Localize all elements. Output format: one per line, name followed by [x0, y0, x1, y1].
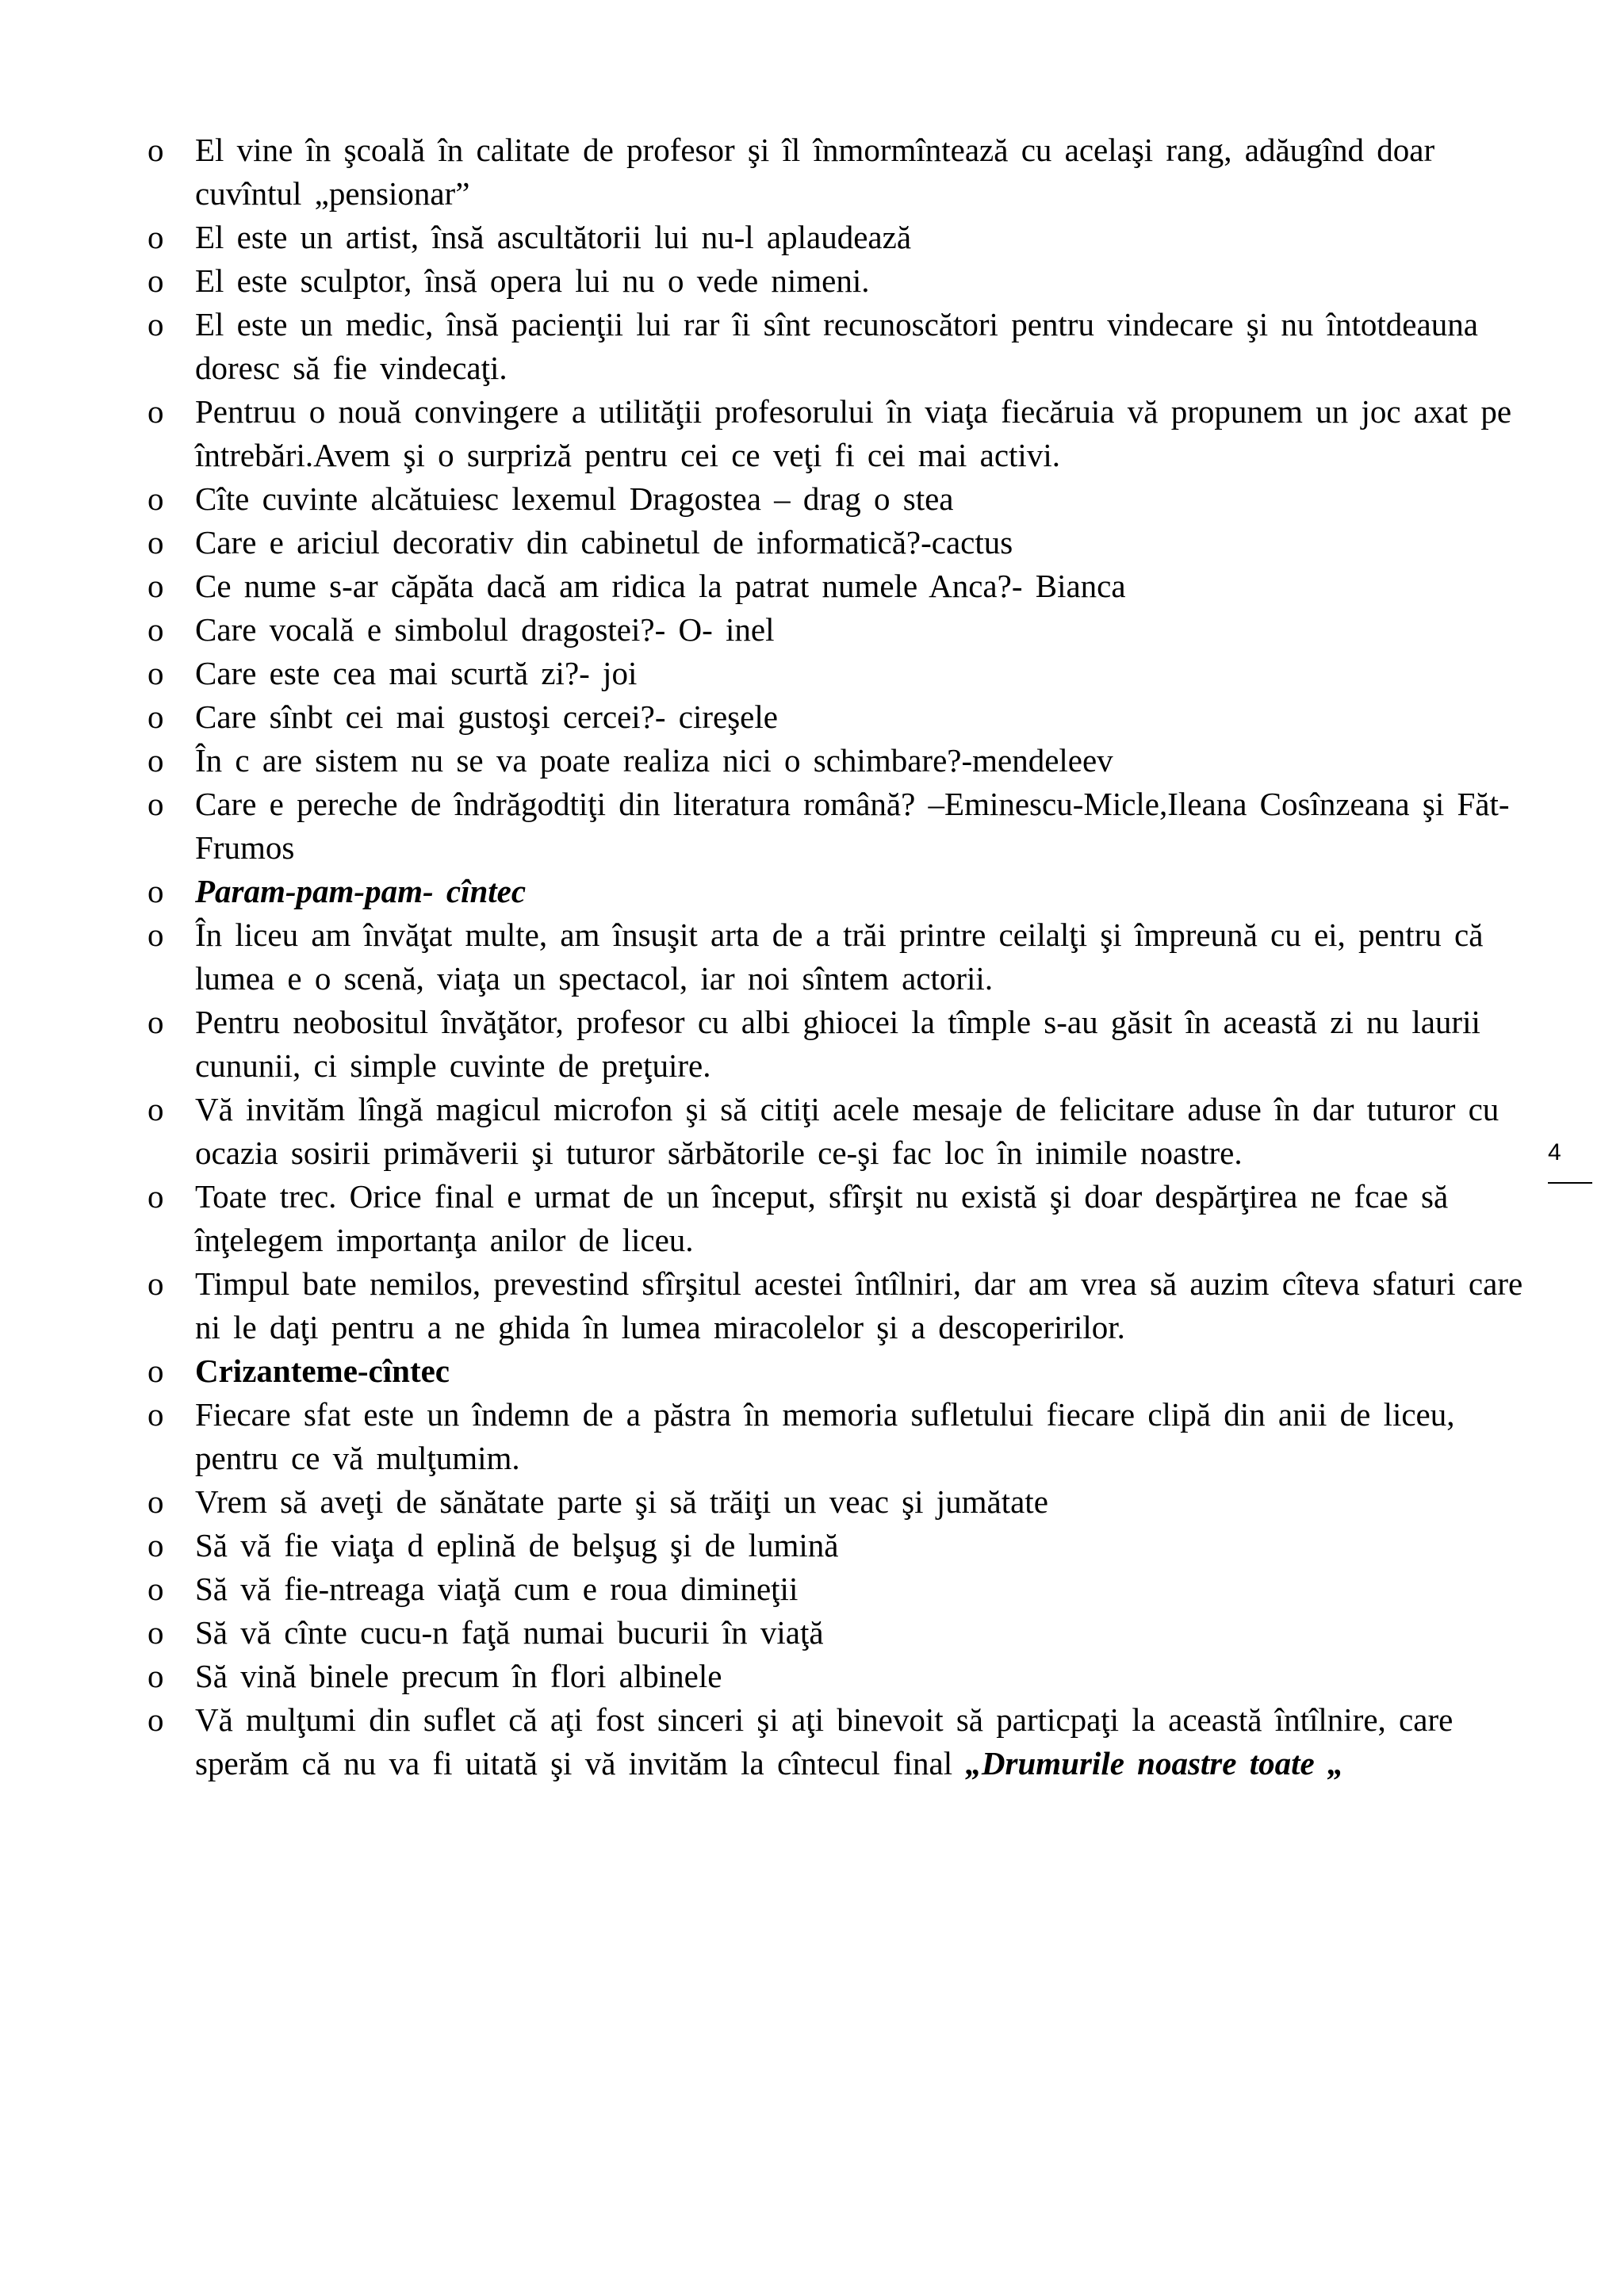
bullet-marker: o — [147, 655, 164, 691]
list-item-text: El este sculptor, însă opera lui nu o vede nimeni. — [195, 262, 870, 299]
bullet-marker: o — [147, 1091, 164, 1127]
list-item-text: El este un artist, însă ascultătorii lui nu-l aplaudează — [195, 219, 912, 255]
list-item — [147, 216, 1527, 259]
list-item — [147, 739, 1527, 783]
bullet-marker: o — [147, 1396, 164, 1433]
list-item-text: Vrem să aveţi de sănătate parte şi să trăiţi un veac şi jumătate — [195, 1483, 1048, 1520]
list-item-text: Să vă fie-ntreaga viaţă cum e roua dimineţii — [195, 1571, 799, 1607]
bullet-marker: o — [147, 1658, 164, 1694]
list-item — [147, 1001, 1527, 1088]
list-item — [147, 870, 1527, 913]
list-item — [147, 477, 1527, 521]
list-item — [147, 783, 1527, 870]
list-item — [147, 608, 1527, 652]
bullet-marker: o — [147, 1614, 164, 1651]
list-item — [147, 652, 1527, 695]
list-item-text: Timpul bate nemilos, prevestind sfîrşitul acestei întîlniri, dar am vrea să auzim cîteva sfaturi care ni le daţi pentru a ne ghida în lumea miracolelor şi a descoperirilor. — [195, 1265, 1523, 1345]
bullet-marker: o — [147, 524, 164, 561]
list-item-text: Care este cea mai scurtă zi?- joi — [195, 655, 638, 691]
list-item — [147, 913, 1527, 1001]
list-item-text: Care vocală e simbolul dragostei?- O- inel — [195, 611, 775, 648]
list-item-text: Fiecare sfat este un îndemn de a păstra în memoria sufletului fiecare clipă din anii de liceu, pentru ce vă mulţumim. — [195, 1396, 1455, 1476]
list-item — [147, 1480, 1527, 1524]
bullet-marker: o — [147, 1178, 164, 1215]
bullet-marker: o — [147, 306, 164, 342]
list-item — [147, 1524, 1527, 1567]
bullet-marker: o — [147, 1004, 164, 1040]
list-item-text: Vă invităm lîngă magicul microfon şi să citiţi acele mesaje de felicitare aduse în dar tuturor cu ocazia sosirii primăverii şi tuturor sărbătorile ce-şi fac loc în inimile noastre. — [195, 1091, 1500, 1171]
list-item — [147, 303, 1527, 390]
list-item-text: Cîte cuvinte alcătuiesc lexemul Dragostea – drag o stea — [195, 480, 954, 517]
bullet-marker: o — [147, 1265, 164, 1302]
bullet-marker: o — [147, 698, 164, 735]
list-item-text: Pentruu o nouă convingere a utilităţii profesorului în viaţa fiecăruia vă propunem un joc axat pe întrebări.Avem şi o surpriză pentru cei ce veţi fi cei mai activi. — [195, 393, 1512, 473]
bullet-marker: o — [147, 1353, 164, 1389]
list-item — [147, 390, 1527, 477]
page-number: 4 — [1548, 1139, 1561, 1165]
list-item — [147, 128, 1527, 216]
bullet-marker: o — [147, 1527, 164, 1563]
list-item-text: El vine în şcoală în calitate de profesor şi îl înmormîntează cu acelaşi rang, adăugînd doar cuvîntul „pensionar” — [195, 132, 1435, 212]
bullet-marker: o — [147, 568, 164, 604]
list-item-text: Toate trec. Orice final e urmat de un început, sfîrşit nu există şi doar despărţirea ne fcae să înţelegem importanţa anilor de liceu. — [195, 1178, 1449, 1258]
list-item-text: Să vină binele precum în flori albinele — [195, 1658, 722, 1694]
list-item — [147, 695, 1527, 739]
list-item-text: În c are sistem nu se va poate realiza nici o schimbare?-mendeleev — [195, 742, 1113, 779]
bullet-marker: o — [147, 916, 164, 953]
bullet-marker: o — [147, 219, 164, 255]
list-item-text: El este un medic, însă pacienţii lui rar îi sînt recunoscători pentru vindecare şi nu întotdeauna doresc să fie vindecaţi. — [195, 306, 1478, 386]
bullet-marker: o — [147, 873, 164, 909]
page-number-rule — [1548, 1182, 1592, 1184]
list-item-text: Vă mulţumi din suflet că aţi fost sinceri şi aţi binevoit să particpaţi la această întîlnire, care sperăm că nu va fi uitată şi vă invităm la cîntecul final — [195, 1701, 1454, 1781]
list-item-text: În liceu am învăţat multe, am însuşit arta de a trăi printre ceilalţi şi împreună cu ei, pentru că lumea e o scenă, viaţa un spectacol, iar noi sîntem actorii. — [195, 916, 1484, 997]
bullet-marker: o — [147, 480, 164, 517]
list-item-text: Care e ariciul decorativ din cabinetul de informatică?-cactus — [195, 524, 1013, 561]
list-item-text: Pentru neobositul învăţător, profesor cu albi ghiocei la tîmple s-au găsit în această zi nu laurii cununii, ci simple cuvinte de preţuire. — [195, 1004, 1480, 1084]
bullet-marker: o — [147, 262, 164, 299]
list-item — [147, 1349, 1527, 1393]
list-item — [147, 1262, 1527, 1349]
list-item — [147, 564, 1527, 608]
bullet-marker: o — [147, 1571, 164, 1607]
list-item — [147, 1567, 1527, 1611]
bullet-list — [147, 128, 1527, 1785]
list-item — [147, 521, 1527, 564]
list-item-text: Param-pam-pam- cîntec — [195, 873, 527, 909]
list-item — [147, 1393, 1527, 1480]
list-item-text: Să vă cînte cucu-n faţă numai bucurii în viaţă — [195, 1614, 824, 1651]
bullet-marker: o — [147, 786, 164, 822]
list-item-text: Crizanteme-cîntec — [195, 1353, 450, 1389]
list-item — [147, 1698, 1527, 1785]
list-item — [147, 1611, 1527, 1655]
list-item — [147, 259, 1527, 303]
bullet-marker: o — [147, 742, 164, 779]
bullet-marker: o — [147, 393, 164, 430]
list-item-text: Care sînbt cei mai gustoşi cercei?- cireşele — [195, 698, 778, 735]
list-item — [147, 1175, 1527, 1262]
bullet-marker: o — [147, 1483, 164, 1520]
bullet-marker: o — [147, 611, 164, 648]
list-item-text: Să vă fie viaţa d eplină de belşug şi de lumină — [195, 1527, 839, 1563]
list-item-text: Ce nume s-ar căpăta dacă am ridica la patrat numele Anca?- Bianca — [195, 568, 1126, 604]
bullet-marker: o — [147, 132, 164, 168]
list-item-emphasis: „Drumurile noastre toate „ — [965, 1745, 1344, 1781]
list-item — [147, 1088, 1527, 1175]
bullet-marker: o — [147, 1701, 164, 1738]
list-item — [147, 1655, 1527, 1698]
list-item-text: Care e pereche de îndrăgodtiţi din literatura română? –Eminescu-Micle,Ileana Cosînzeana şi Făt-Frumos — [195, 786, 1510, 866]
